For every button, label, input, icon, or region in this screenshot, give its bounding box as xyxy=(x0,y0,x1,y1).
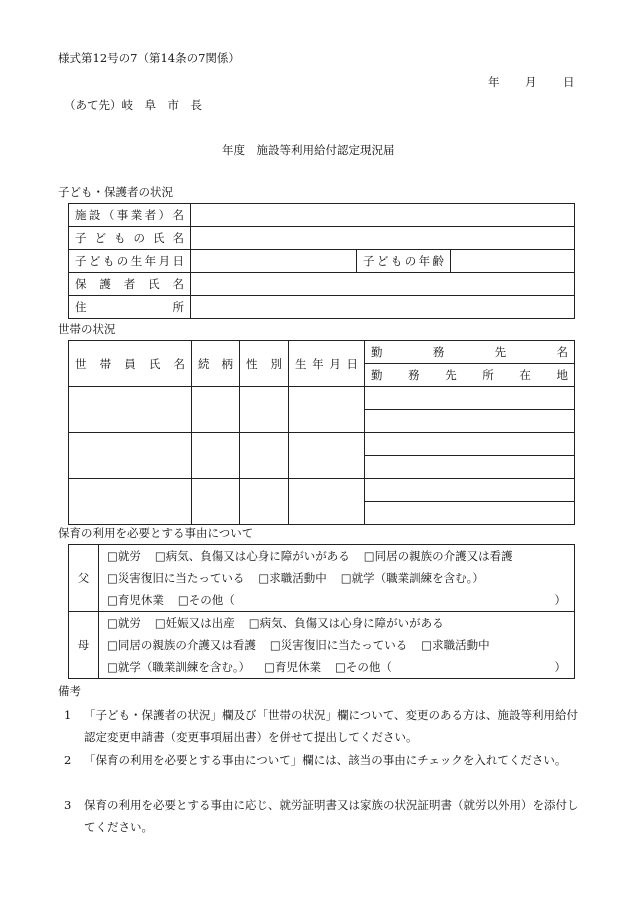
col-birth: 生年月日 xyxy=(295,356,358,371)
table-row xyxy=(69,479,575,502)
birth-field[interactable] xyxy=(289,479,365,525)
gender-field[interactable] xyxy=(240,479,289,525)
table-row xyxy=(69,433,575,456)
mother-opt-pregnancy[interactable]: □妊娠又は出産 xyxy=(154,616,235,630)
date-day: 日 xyxy=(563,75,575,89)
mother-close-paren: ） xyxy=(554,660,566,674)
mother-line-3 xyxy=(107,656,566,678)
relation-field[interactable] xyxy=(192,433,240,479)
address-field[interactable] xyxy=(191,296,575,319)
gender-field[interactable] xyxy=(240,433,289,479)
mother-opt-study[interactable]: □就学（職業訓練を含む。） xyxy=(107,660,251,674)
gender-field[interactable] xyxy=(240,387,289,433)
note-number: 2 xyxy=(64,753,72,767)
father-close-paren: ） xyxy=(554,593,566,607)
father-opt-care[interactable]: □同居の親族の介護又は看護 xyxy=(363,549,513,563)
mother-opt-illness[interactable]: □病気、負傷又は心身に障がいがある xyxy=(248,616,444,630)
father-opt-study[interactable]: □就学（職業訓練を含む。） xyxy=(340,571,484,585)
child-birth-field[interactable] xyxy=(191,250,357,273)
father-label: 父 xyxy=(69,545,99,612)
col-gender: 性別 xyxy=(246,356,282,371)
col-relation: 続柄 xyxy=(198,356,233,371)
table-row xyxy=(69,387,575,410)
mother-opt-jobseek[interactable]: □求職活動中 xyxy=(421,638,490,652)
note-item xyxy=(64,704,584,748)
father-opt-other[interactable]: □その他（ xyxy=(177,593,235,607)
reason-table xyxy=(68,544,575,679)
mother-line-2 xyxy=(107,634,566,656)
guardian-name-label: 保護者氏名 xyxy=(75,277,184,291)
work-address-field[interactable] xyxy=(365,456,575,479)
note-text: 「保育の利用を必要とする事由について」欄には、該当の事由にチェックを入れてください。 xyxy=(84,753,567,767)
addressee: （あて先）岐 阜 市 長 xyxy=(64,98,202,112)
col-household-name: 世帯員氏名 xyxy=(75,356,185,371)
mother-opt-disaster[interactable]: □災害復旧に当たっている xyxy=(269,638,408,652)
mother-opt-work[interactable]: □就労 xyxy=(107,616,141,630)
note-item xyxy=(64,794,584,838)
note-number: 3 xyxy=(64,798,72,812)
child-name-field[interactable] xyxy=(191,227,575,250)
work-address-field[interactable] xyxy=(365,410,575,433)
mother-opt-leave[interactable]: □育児休業 xyxy=(264,660,321,674)
father-opt-disaster[interactable]: □災害復旧に当たっている xyxy=(107,571,245,585)
address-label: 住所 xyxy=(75,300,184,314)
father-line-1 xyxy=(107,545,566,567)
child-birth-label: 子どもの生年月日 xyxy=(75,254,184,268)
birth-field[interactable] xyxy=(289,433,365,479)
household-name-field[interactable] xyxy=(69,387,192,433)
col-work-name: 勤務先名 xyxy=(371,345,568,359)
reason-section-heading: 保育の利用を必要とする事由について xyxy=(58,526,254,540)
mother-line-1 xyxy=(107,612,566,634)
notes-heading: 備考 xyxy=(58,684,81,698)
form-number: 様式第12号の7（第14条の7関係） xyxy=(58,51,240,65)
note-text: 保育の利用を必要とする事由に応じ、就労証明書又は家族の状況証明書（就労以外用）を添付してください。 xyxy=(84,798,579,834)
child-name-label: 子どもの氏名 xyxy=(75,231,184,245)
date-year: 年 xyxy=(488,75,500,89)
father-line-2 xyxy=(107,567,566,589)
father-opt-illness[interactable]: □病気、負傷又は心身に障がいがある xyxy=(154,549,350,563)
facility-label: 施設（事業者）名 xyxy=(75,208,184,222)
mother-opt-other[interactable]: □その他（ xyxy=(335,660,392,674)
child-age-label: 子どもの年齢 xyxy=(363,254,444,268)
date-month: 月 xyxy=(525,75,537,89)
facility-field[interactable] xyxy=(191,204,575,227)
note-number: 1 xyxy=(64,708,72,722)
child-guardian-table xyxy=(68,203,575,319)
father-opt-jobseek[interactable]: □求職活動中 xyxy=(258,571,327,585)
guardian-name-field[interactable] xyxy=(191,273,575,296)
household-table xyxy=(68,340,575,525)
work-name-field[interactable] xyxy=(365,387,575,410)
household-name-field[interactable] xyxy=(69,479,192,525)
relation-field[interactable] xyxy=(192,479,240,525)
father-opt-work[interactable]: □就労 xyxy=(107,549,141,563)
household-section-heading: 世帯の状況 xyxy=(58,322,116,336)
work-name-field[interactable] xyxy=(365,479,575,502)
note-item xyxy=(64,749,584,771)
child-age-field[interactable] xyxy=(451,250,575,273)
page-title: 年度 施設等利用給付認定現況届 xyxy=(222,143,395,157)
household-name-field[interactable] xyxy=(69,433,192,479)
work-name-field[interactable] xyxy=(365,433,575,456)
father-opt-leave[interactable]: □育児休業 xyxy=(107,593,164,607)
mother-label: 母 xyxy=(69,612,99,679)
relation-field[interactable] xyxy=(192,387,240,433)
birth-field[interactable] xyxy=(289,387,365,433)
work-address-field[interactable] xyxy=(365,502,575,525)
mother-opt-care[interactable]: □同居の親族の介護又は看護 xyxy=(107,638,256,652)
note-text: 「子ども・保護者の状況」欄及び「世帯の状況」欄について、変更のある方は、施設等利用給付認定変更申請書（変更事項届出書）を併せて提出してください。 xyxy=(84,708,579,744)
child-section-heading: 子ども・保護者の状況 xyxy=(58,185,173,199)
father-line-3 xyxy=(107,589,566,611)
col-work-address: 勤務先所在地 xyxy=(371,368,568,382)
